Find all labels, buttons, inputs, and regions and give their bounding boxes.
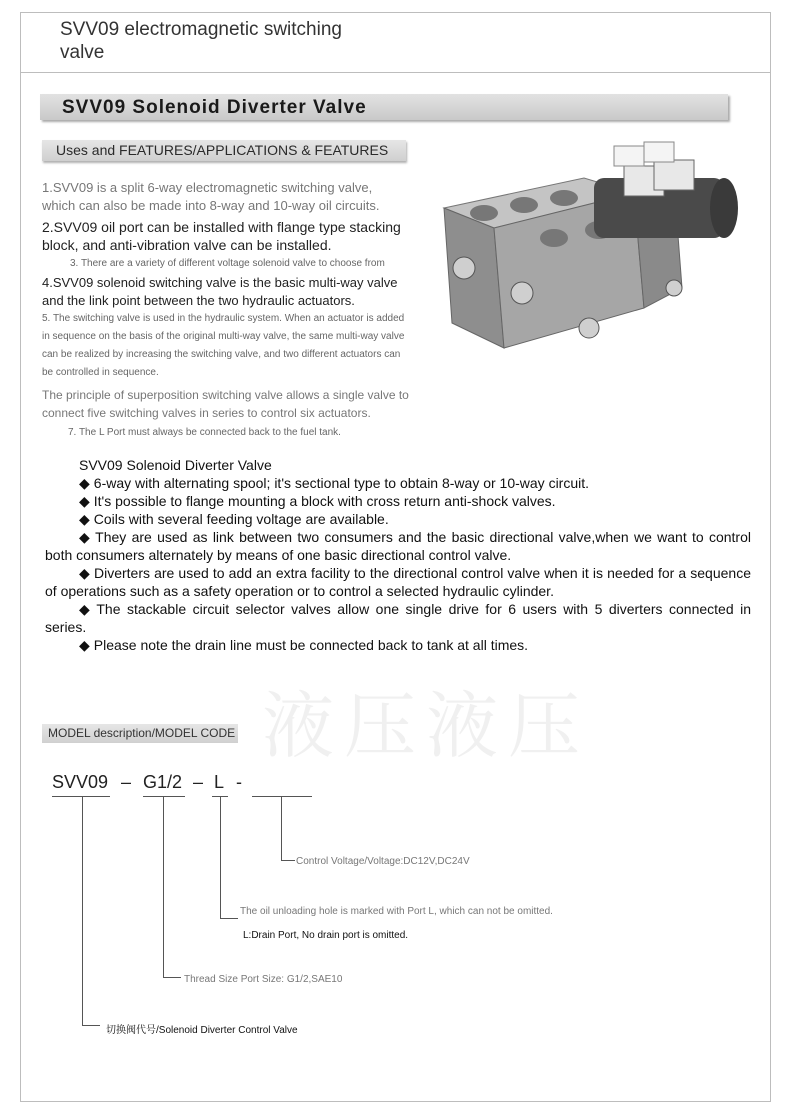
feature-7: 7. The L Port must always be connected back to the fuel tank. [68,427,341,438]
drain-port-label: L:Drain Port, No drain port is omitted. [243,930,409,941]
feature-bullet: ◆ Coils with several feeding voltage are available. [79,511,389,527]
feature-2: 2.SVV09 oil port can be installed with flange type stacking block, and anti-vibration valve can be installed. [42,219,401,253]
feature-6: The principle of superposition switching valve allows a single valve to connect five switching valves in series to control six actuators. [42,388,409,420]
english-features-title: SVV09 Solenoid Diverter Valve [79,457,272,473]
leader-line [82,1025,100,1026]
leader-line [220,797,221,919]
feature-5: 5. The switching valve is used in the hydraulic system. When an actuator is added in sequence on the basis of the original multi-way valve, the same multi-way valve can be realized by increasing the switching valve, and two different actuators can be controlled in sequence. [42,313,405,378]
model-section-title: MODEL description/MODEL CODE [48,726,236,740]
bullet-diamond-icon: ◆ [79,475,90,491]
feature-bullet: ◆ Please note the drain line must be connected back to tank at all times. [79,637,529,653]
english-features [45,456,751,654]
model-code-drain: L [214,772,225,792]
leader-line [281,860,295,861]
leader-line [82,797,83,1026]
leader-line [163,977,181,978]
code-underline [252,796,312,797]
bullet-diamond-icon: ◆ [79,565,90,581]
code-underline [143,796,185,797]
drain-port-note: The oil unloading hole is marked with Port L, which can not be omitted. [240,906,553,917]
features-section-header [42,140,406,161]
feature-bullet: ◆ Diverters are used to add an extra facility to the directional control valve when it is needed for a sequence of operations such as a safety operation or to control a selected hydraulic cylinder. [45,565,751,599]
bullet-diamond-icon: ◆ [79,601,93,617]
voltage-note: Control Voltage/Voltage:DC12V,DC24V [296,856,470,867]
bullet-diamond-icon: ◆ [79,637,90,653]
leader-line [220,918,238,919]
feature-bullet: ◆ It's possible to flange mounting a block with cross return anti-shock valves. [79,493,556,509]
feature-bullet: ◆ They are used as link between two consumers and the basic directional valve,when we want to control both consumers alternately by means of one basic directional control valve. [45,529,751,563]
leader-line [163,797,164,978]
header-divider [20,72,771,73]
features-section-title: Uses and FEATURES/APPLICATIONS & FEATURES [56,142,389,158]
valve-code-note: 切换阀代号/Solenoid Diverter Control Valve [106,1025,298,1036]
model-section-header [42,724,238,743]
feature-3: 3. There are a variety of different voltage solenoid valve to choose from [70,258,385,269]
solenoid-coils [594,142,738,238]
watermark: 液压液压 [262,684,591,768]
model-code-dash: – [121,772,132,792]
solenoid-valve-image [424,138,760,370]
feature-4: 4.SVV09 solenoid switching valve is the basic multi-way valve and the link point between the two hydraulic actuators. [42,275,398,308]
model-code-thread: G1/2 [143,772,183,792]
model-code-dash: – [193,772,204,792]
thread-size-note: Thread Size Port Size: G1/2,SAE10 [184,974,343,985]
code-underline [52,796,110,797]
bullet-diamond-icon: ◆ [79,493,90,509]
bullet-diamond-icon: ◆ [79,529,92,545]
document-title: SVV09 electromagnetic switching valve [60,19,342,63]
product-banner [40,94,728,120]
feature-1: 1.SVV09 is a split 6-way electromagnetic switching valve, which can also be made into 8-way and 10-way oil circuits. [42,180,380,213]
bullet-diamond-icon: ◆ [79,511,90,527]
leader-line [281,797,282,861]
model-code-dash: - [236,772,242,792]
model-code-series: SVV09 [52,772,109,792]
feature-bullet: ◆ The stackable circuit selector valves allow one single drive for 6 users with 5 diverters connected in series. [45,601,751,635]
banner-title: SVV09 Solenoid Diverter Valve [62,97,367,118]
feature-bullet: ◆ 6-way with alternating spool; it's sectional type to obtain 8-way or 10-way circuit. [79,475,590,491]
